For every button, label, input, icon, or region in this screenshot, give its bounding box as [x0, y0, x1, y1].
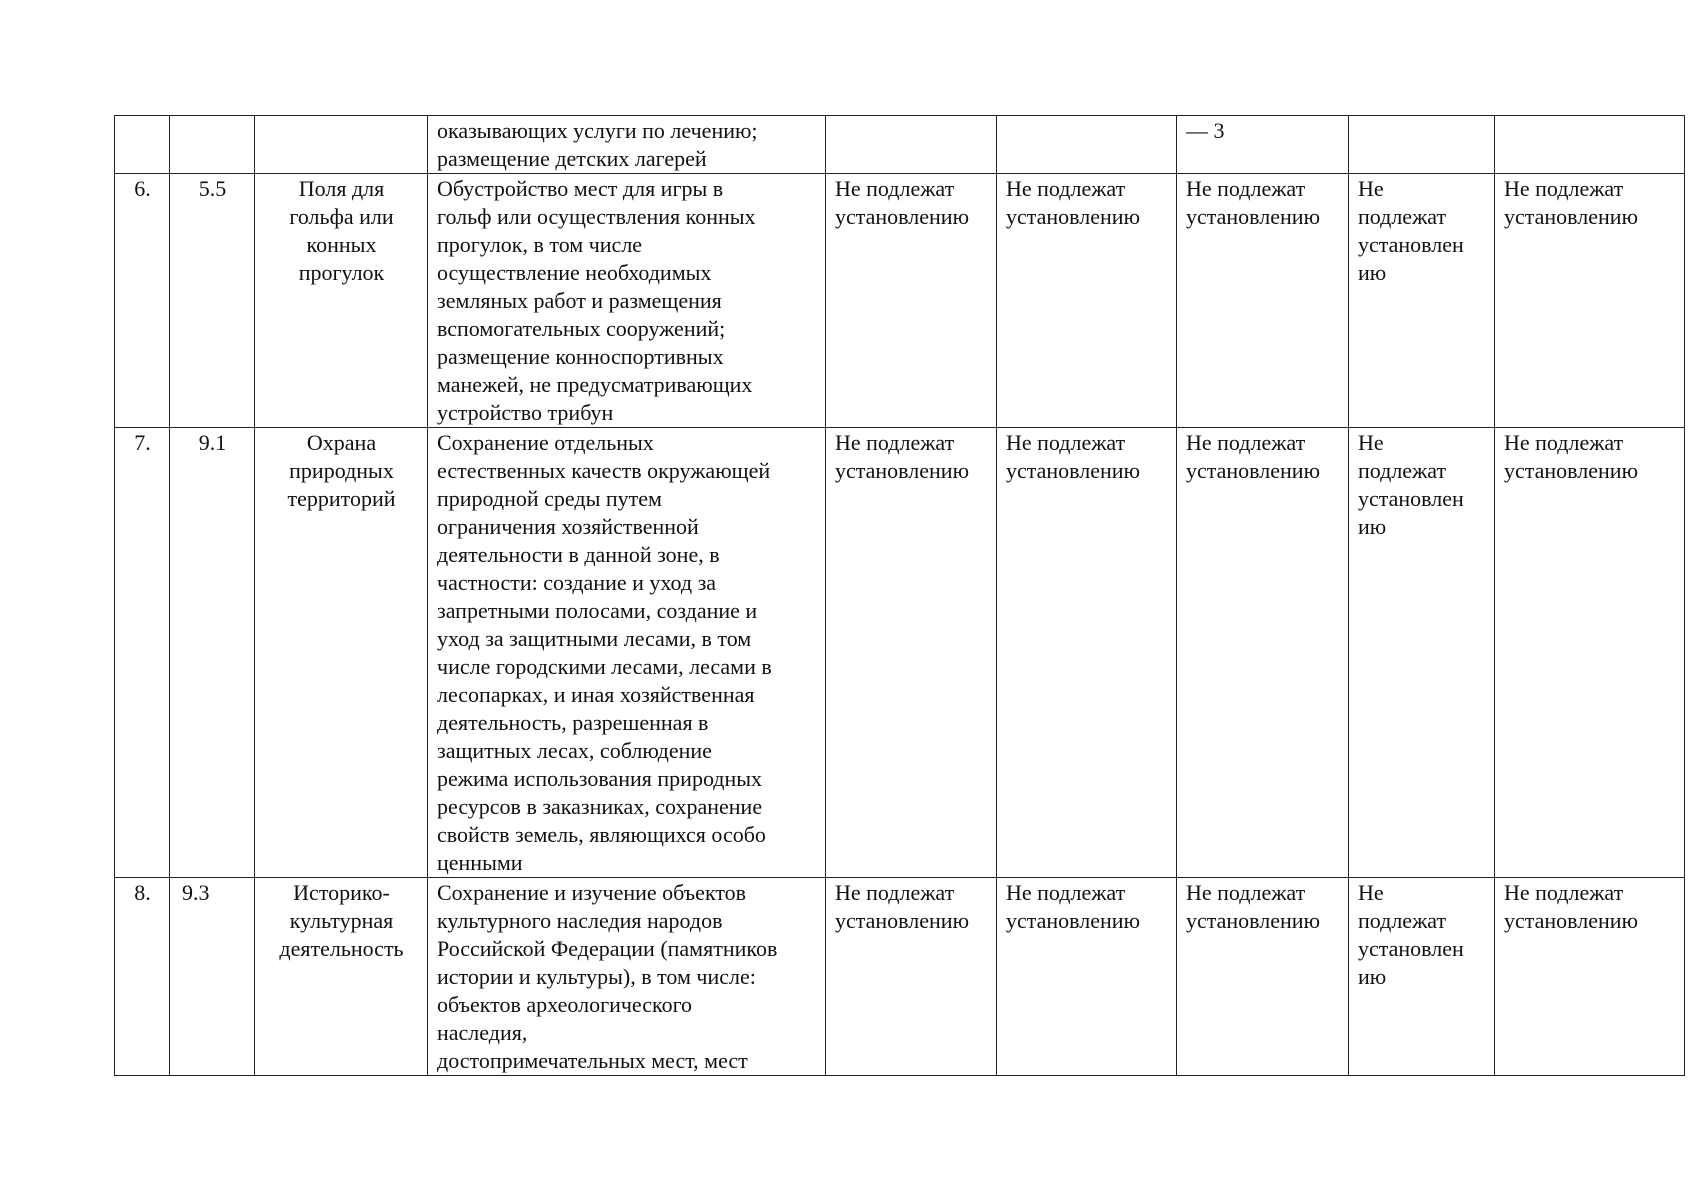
table-row [115, 116, 1685, 174]
param-cell-2 [997, 116, 1177, 174]
use-name-cell [255, 116, 428, 174]
param-cell-5: Не подлежат установлению [1495, 428, 1685, 878]
param-cell-3: — 3 [1177, 116, 1349, 174]
table-row [115, 878, 1685, 1076]
param-cell-5: Не подлежат установлению [1495, 174, 1685, 428]
table-row [115, 174, 1685, 428]
row-number-cell: 8. [115, 878, 170, 1076]
param-cell-3: Не подлежат установлению [1177, 174, 1349, 428]
use-description-cell: Сохранение отдельных естественных качеств окружающей природной среды путем ограничения хозяйственной деятельности в данной зоне, в частности: создание и уход за запретными полосами, создание и уход за защитными лесами, в том числе городскими лесами, лесами в лесопарках, и иная хозяйственная деятельность, разрешенная в защитных лесах, соблюдение режима использования природных ресурсов в заказниках, сохранение свойств земель, являющихся особо ценными [428, 428, 826, 878]
param-cell-1: Не подлежат установлению [826, 878, 997, 1076]
param-cell-2: Не подлежат установлению [997, 878, 1177, 1076]
use-code-cell: 9.3 [170, 878, 255, 1076]
use-description-cell: Обустройство мест для игры в гольф или осуществления конных прогулок, в том числе осуществление необходимых земляных работ и размещения вспомогательных сооружений; размещение конноспортивных манежей, не предусматривающих устройство трибун [428, 174, 826, 428]
use-name-cell: Поля для гольфа или конных прогулок [255, 174, 428, 428]
use-description-cell: Сохранение и изучение объектов культурного наследия народов Российской Федерации (памятников истории и культуры), в том числе: объектов археологического наследия, достопримечательных мест, мест [428, 878, 826, 1076]
param-cell-5 [1495, 116, 1685, 174]
param-cell-1: Не подлежат установлению [826, 174, 997, 428]
use-code-cell [170, 116, 255, 174]
row-number-cell [115, 116, 170, 174]
param-cell-4: Не подлежат установлен ию [1349, 174, 1495, 428]
param-cell-2: Не подлежат установлению [997, 428, 1177, 878]
land-use-table [114, 115, 1685, 1076]
param-cell-1: Не подлежат установлению [826, 428, 997, 878]
use-code-cell: 5.5 [170, 174, 255, 428]
param-cell-4: Не подлежат установлен ию [1349, 428, 1495, 878]
use-name-cell: Охрана природных территорий [255, 428, 428, 878]
param-cell-3: Не подлежат установлению [1177, 878, 1349, 1076]
param-cell-2: Не подлежат установлению [997, 174, 1177, 428]
row-number-cell: 7. [115, 428, 170, 878]
use-code-cell: 9.1 [170, 428, 255, 878]
use-description-cell: оказывающих услуги по лечению; размещение детских лагерей [428, 116, 826, 174]
param-cell-5: Не подлежат установлению [1495, 878, 1685, 1076]
param-cell-4: Не подлежат установлен ию [1349, 878, 1495, 1076]
param-cell-3: Не подлежат установлению [1177, 428, 1349, 878]
table-row [115, 428, 1685, 878]
use-name-cell: Историко- культурная деятельность [255, 878, 428, 1076]
param-cell-1 [826, 116, 997, 174]
param-cell-4 [1349, 116, 1495, 174]
row-number-cell: 6. [115, 174, 170, 428]
